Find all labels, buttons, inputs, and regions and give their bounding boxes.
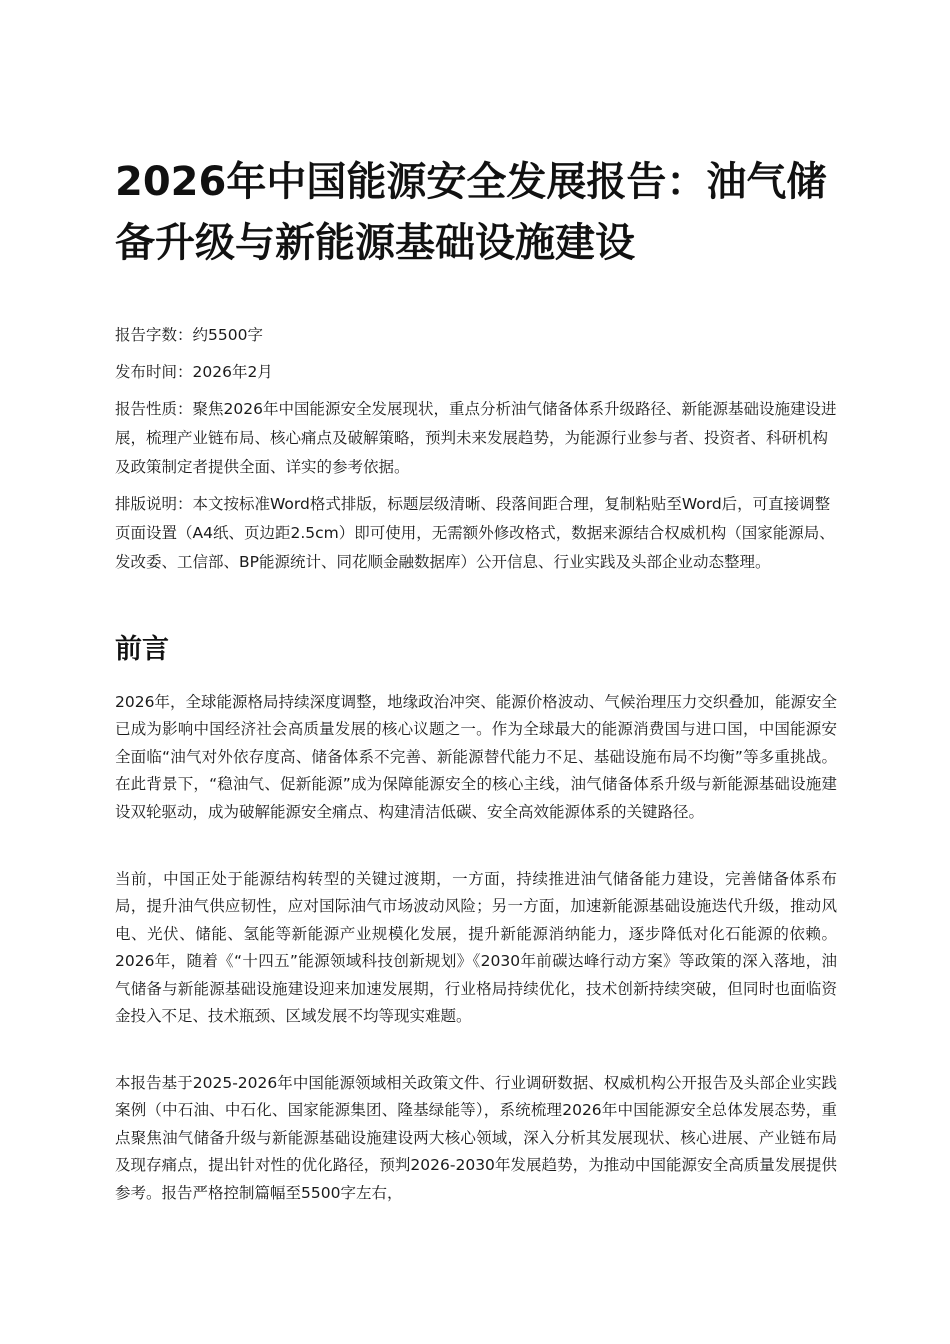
meta-report-nature: 报告性质：聚焦2026年中国能源安全发展现状，重点分析油气储备体系升级路径、新能源基础设施建设进展，梳理产业链布局、核心痛点及破解策略，预判未来发展趋势，为能源行业参与者、投资者、科研机构及政策制定者提供全面、详实的参考依据。 — [115, 400, 837, 476]
preface-paragraph: 2026年，全球能源格局持续深度调整，地缘政治冲突、能源价格波动、气候治理压力交织叠加，能源安全已成为影响中国经济社会高质量发展的核心议题之一。作为全球最大的能源消费国与进口国，中国能源安全面临“油气对外依存度高、储备体系不完善、新能源替代能力不足、基础设施布局不均衡”等多重挑战。在此背景下，“稳油气、促新能源”成为保障能源安全的核心主线，油气储备体系升级与新能源基础设施建设双轮驱动，成为破解能源安全痛点、构建清洁低碳、安全高效能源体系的关键路径。 — [115, 693, 837, 821]
preface-paragraph: 本报告基于2025-2026年中国能源领域相关政策文件、行业调研数据、权威机构公开报告及头部企业实践案例（中石油、中石化、国家能源集团、隆基绿能等），系统梳理2026年中国能源安全总体发展态势，重点聚焦油气储备升级与新能源基础设施建设两大核心领域，深入分析其发展现状、核心进展、产业链布局及现存痛点，提出针对性的优化路径，预判2026-2030年发展趋势，为推动中国能源安全高质量发展提供参考。报告严格控制篇幅至5500字左右， — [115, 1074, 837, 1202]
meta-publish-date: 发布时间：2026年2月 — [115, 363, 273, 381]
preface-heading: 前言 — [115, 634, 169, 665]
report-title: 2026年中国能源安全发展报告：油气储备升级与新能源基础设施建设 — [115, 159, 827, 266]
meta-word-count: 报告字数：约5500字 — [115, 326, 263, 344]
preface-paragraph: 当前，中国正处于能源结构转型的关键过渡期，一方面，持续推进油气储备能力建设，完善储备体系布局，提升油气供应韧性，应对国际油气市场波动风险；另一方面，加速新能源基础设施迭代升级，推动风电、光伏、储能、氢能等新能源产业规模化发展，提升新能源消纳能力，逐步降低对化石能源的依赖。2026年，随着《“十四五”能源领域科技创新规划》《2030年前碳达峰行动方案》等政策的深入落地，油气储备与新能源基础设施建设迎来加速发展期，行业格局持续优化，技术创新持续突破，但同时也面临资金投入不足、技术瓶颈、区域发展不均等现实难题。 — [115, 870, 837, 1026]
meta-layout-note: 排版说明：本文按标准Word格式排版，标题层级清晰、段落间距合理，复制粘贴至Word后，可直接调整页面设置（A4纸、页边距2.5cm）即可使用，无需额外修改格式，数据来源结合权威机构（国家能源局、发改委、工信部、BP能源统计、同花顺金融数据库）公开信息、行业实践及头部企业动态整理。 — [115, 495, 835, 571]
